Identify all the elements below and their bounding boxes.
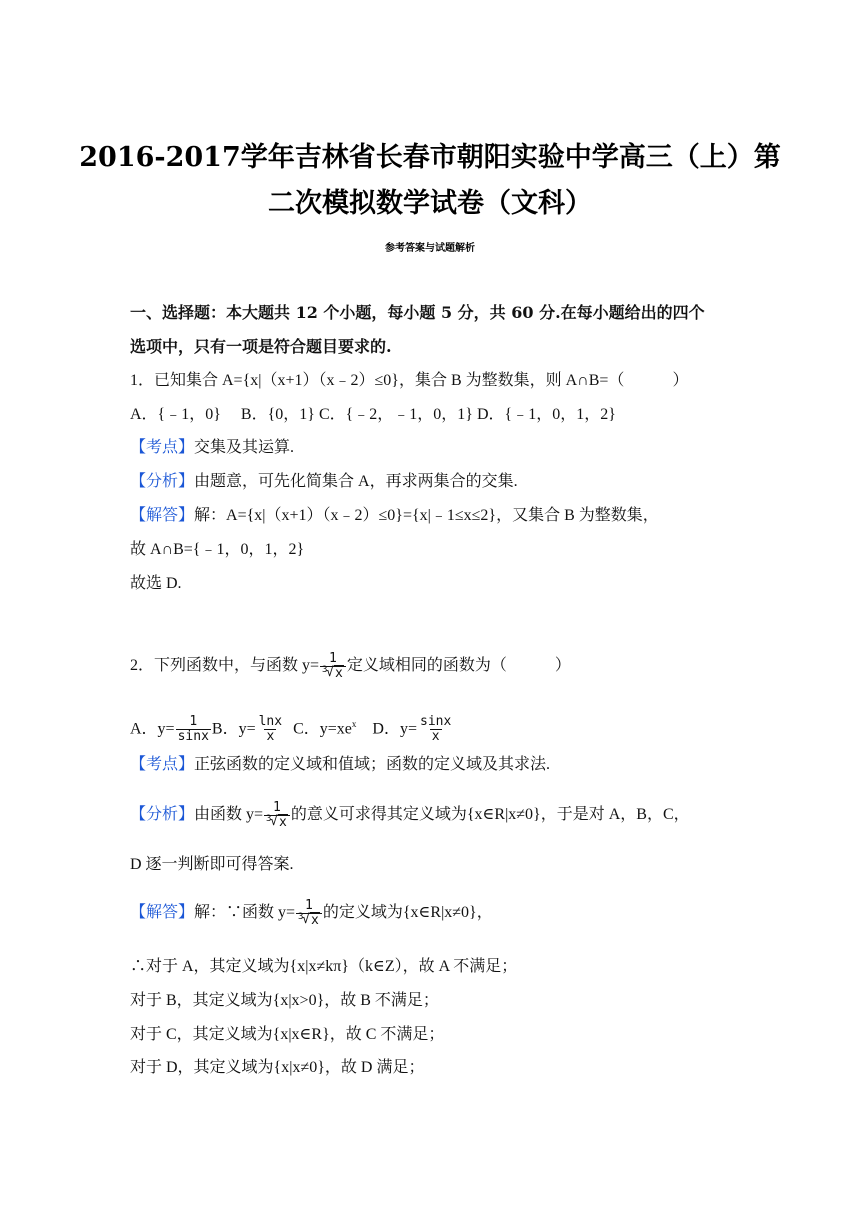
fenxi-tag: 【分析】 <box>130 473 195 490</box>
kaodian-tag: 【考点】 <box>130 439 195 456</box>
document-title-line2: 二次模拟数学试卷（文科） <box>268 188 592 219</box>
kaodian-tag: 【考点】 <box>130 756 195 773</box>
radical-icon: √ <box>326 664 334 680</box>
q2-optD-label: D．y= <box>372 720 417 738</box>
q2-jieda <box>130 895 493 931</box>
optD-num: sinx <box>420 714 452 730</box>
optA-den: sinx <box>177 729 209 745</box>
frac-numerator: 1 <box>273 799 281 815</box>
frac-numerator: 1 <box>305 897 313 913</box>
frac-numerator: 1 <box>329 650 337 666</box>
q1-options: A．{﹣1，0} B．{0，1} C．{﹣2，﹣1，0，1} D．{﹣1，0，1，2} <box>130 406 616 423</box>
optB-num: lnx <box>258 714 283 730</box>
q2-fraction <box>320 652 346 681</box>
document-subtitle: 参考答案与试题解析 <box>385 243 475 254</box>
root-index: 3 <box>322 664 328 675</box>
q1-stem <box>130 371 688 391</box>
q2-line-c: 对于 C，其定义域为{x|x∈R}，故 C 不满足； <box>130 1026 445 1043</box>
q2-optD-frac <box>418 715 453 744</box>
q1-jieda <box>130 506 659 526</box>
q2-fenxi <box>130 797 690 833</box>
fenxi-tag: 【分析】 <box>130 806 195 823</box>
optD-den: x <box>431 729 440 745</box>
q2-stem-rest: 定义域相同的函数为（ <box>346 657 507 674</box>
q2-stem-close: ） <box>554 657 571 674</box>
q1-stem-text: 1．已知集合 A={x|（x+1）（x﹣2）≤0}，集合 B 为整数集，则 A∩B=（ <box>130 372 625 389</box>
root-var: x <box>311 912 319 928</box>
q2-optA-frac <box>176 715 211 744</box>
q2-options <box>130 706 454 747</box>
jieda-text: 解：A={x|（x+1）（x﹣2）≤0}={x|﹣1≤x≤2}，又集合 B 为整数集， <box>194 507 659 524</box>
document-title-line1: 2016-2017学年吉林省长春市朝阳实验中学高三（上）第 <box>79 142 781 173</box>
q2-optB-label: B．y= <box>211 720 256 738</box>
q1-jieda-line2: 故 A∩B={﹣1，0，1，2} <box>130 541 305 558</box>
q2-line-a: ∴对于 A，其定义域为{x|x≠kπ}（k∈Z），故 A 不满足； <box>130 958 518 975</box>
kaodian-text: 正弦函数的定义域和值域；函数的定义域及其求法. <box>194 756 551 773</box>
q2-kaodian <box>130 755 550 775</box>
jieda-text-rest: 的定义域为{x∈R|x≠0}， <box>322 904 493 921</box>
q2-stem-text: 2．下列函数中，与函数 y= <box>130 657 320 674</box>
fenxi-text-rest: 的意义可求得其定义域为{x∈R|x≠0}，于是对 A，B，C， <box>290 806 690 823</box>
jieda-text: 解：∵函数 y= <box>194 904 296 921</box>
q2-optA-label: A．y= <box>130 720 175 738</box>
cube-root <box>298 911 320 928</box>
section-heading-line1: 一、选择题：本大题共 12 个小题，每小题 5 分，共 60 分.在每小题给出的四个 <box>130 303 705 322</box>
q1-kaodian <box>130 438 294 458</box>
q2-stem <box>130 648 571 684</box>
q2-jieda-frac <box>296 899 322 928</box>
optB-den: x <box>266 729 275 745</box>
jieda-tag: 【解答】 <box>130 904 195 921</box>
q2-optC: C．y=xe <box>293 720 352 738</box>
section-heading-line2: 选项中，只有一项是符合题目要求的. <box>130 337 392 356</box>
q2-optB-frac <box>257 715 284 744</box>
q2-line-b: 对于 B，其定义域为{x|x>0}，故 B 不满足； <box>130 992 439 1009</box>
root-index: 3 <box>298 911 304 922</box>
q2-line-d: 对于 D，其定义域为{x|x≠0}，故 D 满足； <box>130 1059 425 1076</box>
fenxi-text: 由题意，可先化简集合 A，再求两集合的交集. <box>194 473 518 490</box>
fenxi-text: 由函数 y= <box>194 806 264 823</box>
kaodian-text: 交集及其运算. <box>194 439 295 456</box>
q2-optC-sup: x <box>351 719 357 729</box>
root-var: x <box>335 665 343 681</box>
q2-fenxi-line2: D 逐一判断即可得答案. <box>130 856 294 873</box>
q1-jieda-line3: 故选 D. <box>130 575 182 592</box>
radical-icon: √ <box>270 813 278 829</box>
root-var: x <box>279 814 287 830</box>
q2-fenxi-frac <box>264 801 290 830</box>
radical-icon: √ <box>302 911 310 927</box>
jieda-tag: 【解答】 <box>130 507 195 524</box>
cube-root <box>266 813 288 830</box>
q1-fenxi <box>130 472 518 492</box>
cube-root <box>322 664 344 681</box>
optA-num: 1 <box>189 714 198 730</box>
root-index: 3 <box>266 813 272 824</box>
q1-stem-close: ） <box>672 372 689 389</box>
